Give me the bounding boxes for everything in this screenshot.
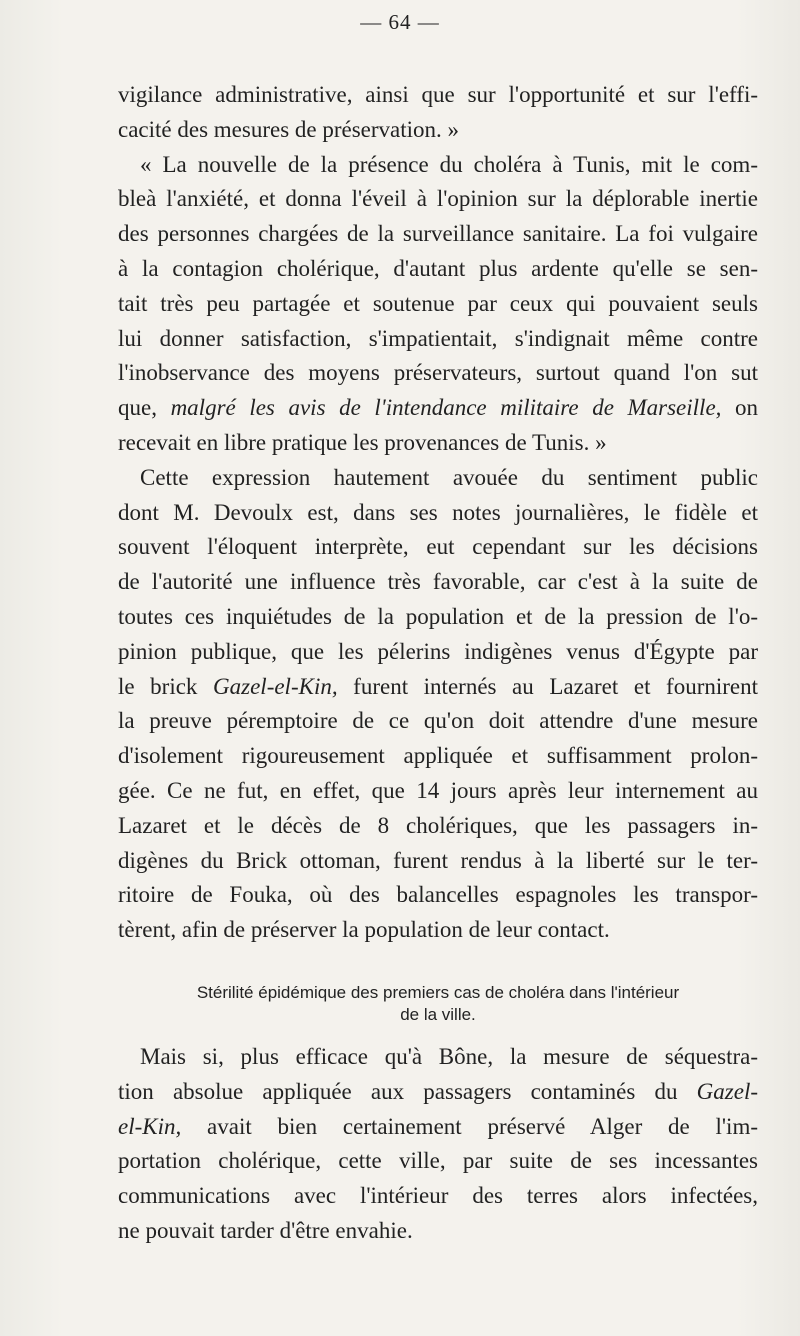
- text-line: communications avec l'intérieur des terres alors infectées,: [118, 1183, 758, 1209]
- page-body: [118, 78, 758, 1249]
- page-number: — 64 —: [360, 10, 440, 34]
- text-line: cacité des mesures de préservation. »: [118, 116, 460, 142]
- text-fragment: tion absolue appliquée aux passagers contaminés du: [118, 1078, 697, 1104]
- text-line: souvent l'éloquent interprète, eut cependant sur les décisions: [118, 534, 758, 560]
- text-line: tait très peu partagée et soutenue par ceux qui pouvaient seuls: [118, 290, 758, 316]
- text-line-with-italic: [118, 1075, 758, 1110]
- text-line: la preuve péremptoire de ce qu'on doit attendre d'une mesure: [118, 708, 758, 734]
- text-line: pinion publique, que les pélerins indigènes venus d'Égypte par: [118, 638, 758, 664]
- text-line-with-italic: [118, 391, 758, 426]
- italic-fragment: el-Kin,: [118, 1113, 182, 1139]
- text-line: toutes ces inquiétudes de la population et de la pression de l'o-: [118, 603, 758, 629]
- text-fragment: avait bien certainement préservé Alger de l'im-: [181, 1113, 758, 1139]
- paragraph-3: [118, 461, 758, 948]
- italic-fragment: Gazel-el-Kin,: [213, 673, 338, 699]
- text-line: Cette expression hautement avouée du sentiment public: [140, 464, 758, 490]
- italic-fragment: malgré les avis de l'intendance militaire de Marseille,: [170, 395, 722, 421]
- text-line: des personnes chargées de la surveillance sanitaire. La foi vulgaire: [118, 221, 758, 247]
- text-line: lui donner satisfaction, s'impatientait, s'indignait même contre: [118, 325, 758, 351]
- text-line: d'isolement rigoureusement appliquée et suffisamment prolon-: [118, 743, 758, 769]
- text-fragment: le brick: [118, 673, 214, 699]
- text-line: ne pouvait tarder d'être envahie.: [118, 1217, 413, 1243]
- text-line-with-italic: [118, 670, 758, 705]
- text-line: de l'autorité une influence très favorable, car c'est à la suite de: [118, 569, 758, 595]
- text-line: digènes du Brick ottoman, furent rendus à la liberté sur le ter-: [118, 847, 758, 873]
- italic-fragment: Gazel-: [696, 1078, 758, 1104]
- text-line: Lazaret et le décès de 8 cholériques, que les passagers in-: [118, 812, 758, 838]
- text-fragment: furent internés au Lazaret et fournirent: [337, 673, 759, 699]
- paragraph-2: [118, 148, 758, 461]
- paragraph-1: [118, 78, 758, 148]
- section-heading-line: Stérilité épidémique des premiers cas de choléra dans l'intérieur: [196, 982, 680, 1002]
- text-line: portation cholérique, cette ville, par suite de ses incessantes: [118, 1148, 758, 1174]
- text-line: « La nouvelle de la présence du choléra à Tunis, mit le com-: [140, 151, 758, 177]
- text-line: dont M. Devoulx est, dans ses notes journalières, le fidèle et: [118, 499, 758, 525]
- text-line: tèrent, afin de préserver la population de leur contact.: [118, 917, 610, 943]
- text-line: à la contagion cholérique, d'autant plus ardente qu'elle se sen-: [118, 255, 758, 281]
- paragraph-4: [118, 1040, 758, 1249]
- text-line: bleà l'anxiété, et donna l'éveil à l'opinion sur la déplorable inertie: [118, 186, 758, 212]
- text-fragment: on: [721, 395, 759, 421]
- text-line: vigilance administrative, ainsi que sur l'opportunité et sur l'effi-: [118, 82, 758, 107]
- section-heading: [118, 982, 758, 1026]
- text-line: recevait en libre pratique les provenances de Tunis. »: [118, 429, 607, 455]
- text-line-with-italic: [118, 1110, 758, 1145]
- text-line: gée. Ce ne fut, en effet, que 14 jours après leur internement au: [118, 777, 758, 803]
- text-fragment: que,: [118, 395, 171, 421]
- text-line: Mais si, plus efficace qu'à Bône, la mesure de séquestra-: [140, 1043, 758, 1069]
- text-line: ritoire de Fouka, où des balancelles espagnoles les transpor-: [118, 882, 758, 908]
- section-heading-line: de la ville.: [400, 1004, 476, 1024]
- text-line: l'inobservance des moyens préservateurs, surtout quand l'on sut: [118, 360, 758, 386]
